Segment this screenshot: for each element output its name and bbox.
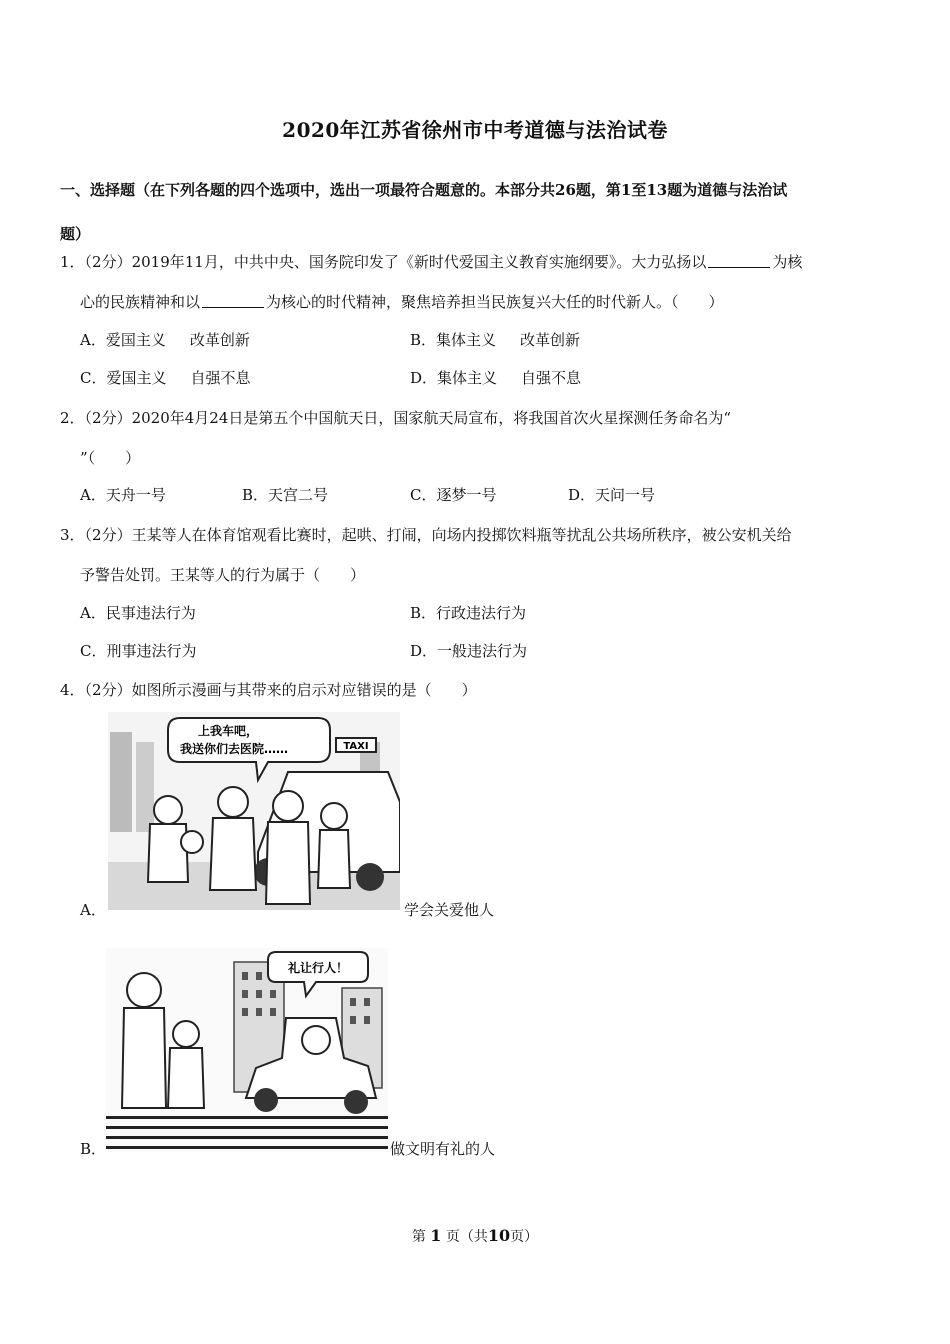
- question-number: 4．: [60, 681, 85, 699]
- question-number: 2．: [60, 409, 85, 427]
- speech-bubble-line2: 我送你们去医院……: [180, 742, 289, 756]
- question-text: 王某等人在体育馆观看比赛时，起哄、打闹，向场内投掷饮料瓶等扰乱公共场所秩序，被公安机关给: [131, 526, 792, 544]
- question-score: （2分）: [84, 409, 132, 427]
- option-b[interactable]: B．天宫二号: [242, 486, 329, 504]
- speech-bubble-line1: 上我车吧，: [198, 724, 259, 738]
- question-text: 2019年11月，中共中央、国务院印发了《新时代爱国主义教育实施纲要》。大力弘扬以: [131, 253, 707, 271]
- option-a[interactable]: [80, 329, 250, 350]
- footer-page-number: 1: [430, 1226, 442, 1245]
- question-text: 2020年4月24日是第五个中国航天日，国家航天局宣布，将我国首次火星探测任务命名为“: [131, 409, 732, 427]
- section-heading-line1: 一、选择题（在下列各题的四个选项中，选出一项最符合题意的。本部分共26题，第1至13题为道德与法治试: [60, 181, 788, 199]
- cartoon-crosswalk-image: [106, 948, 388, 1152]
- question-2: [60, 398, 900, 478]
- cartoon-taxi-image: [108, 712, 400, 910]
- option-a-label[interactable]: A．: [80, 901, 106, 919]
- option-a[interactable]: A．天舟一号: [80, 486, 166, 504]
- option-text: 自强不息: [190, 369, 251, 387]
- option-a[interactable]: A．民事违法行为: [80, 604, 196, 622]
- option-b[interactable]: B．行政违法行为: [410, 604, 527, 622]
- question-1: [60, 242, 900, 322]
- option-b[interactable]: [410, 329, 580, 350]
- question-number: 1．: [60, 253, 85, 271]
- question-text: 为核: [772, 253, 803, 271]
- option-text: 改革创新: [520, 331, 581, 349]
- question-text: 为核心的时代精神，聚焦培养担当民族复兴大任的时代新人。（ ）: [266, 293, 724, 311]
- question-text: ”（ ）: [80, 449, 141, 467]
- section-heading-line2: 题）: [60, 225, 91, 243]
- option-d[interactable]: [410, 367, 581, 388]
- question-3: [60, 515, 900, 595]
- option-label: B．集体主义: [410, 331, 497, 349]
- option-c[interactable]: [80, 367, 251, 388]
- answer-blank: [708, 252, 770, 268]
- option-text: 自强不息: [521, 369, 582, 387]
- answer-blank: [202, 292, 264, 308]
- question-score: （2分）: [84, 526, 132, 544]
- question-number: 3．: [60, 526, 85, 544]
- question-4: [60, 670, 900, 710]
- option-d[interactable]: D．天问一号: [568, 486, 656, 504]
- option-label: A．爱国主义: [80, 331, 166, 349]
- footer-suffix: 页）: [510, 1229, 539, 1245]
- option-b-caption: 做文明有礼的人: [390, 1140, 496, 1158]
- taxi-sign: TAXI: [343, 741, 369, 752]
- option-b-label[interactable]: B．: [80, 1140, 107, 1158]
- question-text: 心的民族精神和以: [80, 293, 201, 311]
- question-text: 如图所示漫画与其带来的启示对应错误的是（ ）: [131, 681, 477, 699]
- question-text: 予警告处罚。王某等人的行为属于（ ）: [80, 566, 366, 584]
- option-c[interactable]: C．刑事违法行为: [80, 642, 197, 660]
- page-footer: [0, 1226, 950, 1246]
- option-label: C．爱国主义: [80, 369, 167, 387]
- question-score: （2分）: [84, 681, 132, 699]
- page-title: 2020年江苏省徐州市中考道德与法治试卷: [282, 118, 668, 142]
- option-label: D．集体主义: [410, 369, 498, 387]
- footer-prefix: 第: [411, 1229, 426, 1245]
- footer-middle: 页（共: [445, 1229, 488, 1245]
- speech-bubble: 礼让行人！: [287, 961, 349, 975]
- question-score: （2分）: [84, 253, 132, 271]
- footer-total-pages: 10: [487, 1226, 511, 1245]
- option-a-caption: 学会关爱他人: [404, 901, 495, 919]
- option-d[interactable]: D．一般违法行为: [410, 642, 528, 660]
- option-c[interactable]: C．逐梦一号: [410, 486, 497, 504]
- option-text: 改革创新: [189, 331, 250, 349]
